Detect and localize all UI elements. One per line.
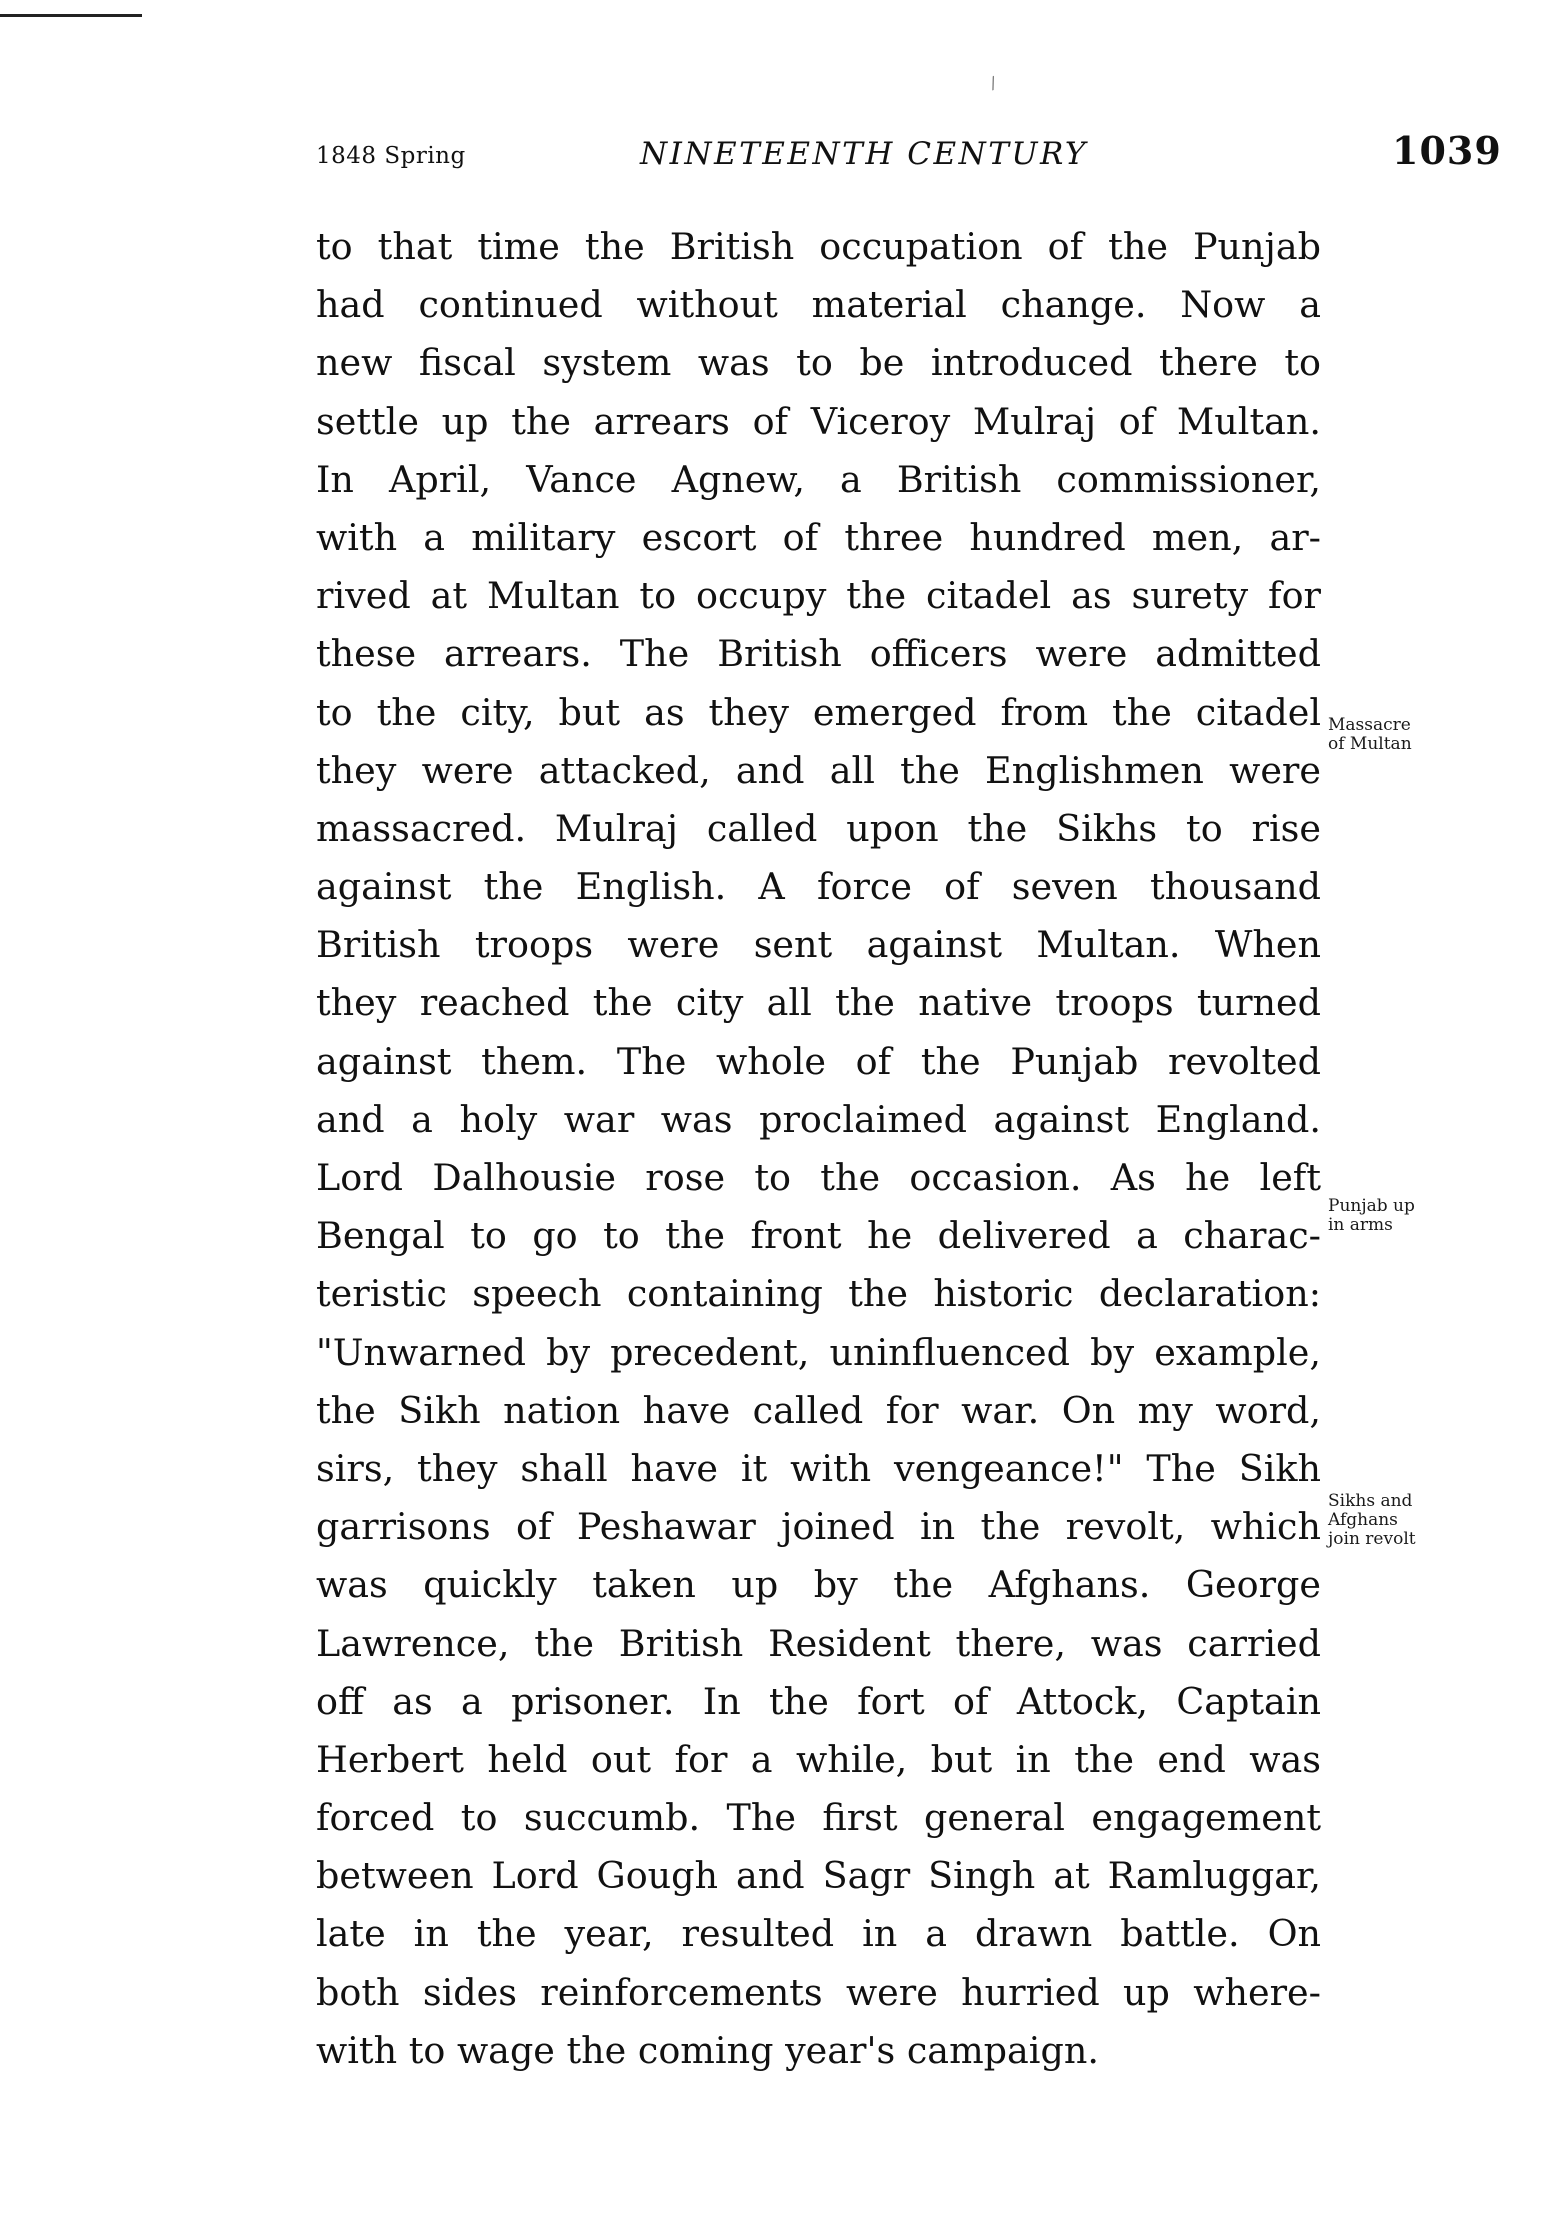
text-line: against them. The whole of the Punjab revolted	[316, 1039, 1321, 1083]
side-note-line: in arms	[1328, 1215, 1393, 1235]
side-note-line: Afghans	[1328, 1510, 1398, 1530]
text-line: teristic speech containing the historic declaration:	[316, 1272, 1321, 1316]
text-line: they were attacked, and all the Englishmen were	[316, 748, 1321, 792]
running-head-title: NINETEENTH CENTURY	[640, 136, 1088, 172]
text-line: garrisons of Peshawar joined in the revolt, which	[316, 1505, 1321, 1549]
text-line: they reached the city all the native troops turned	[316, 981, 1321, 1025]
text-line: these arrears. The British officers were admitted	[316, 632, 1321, 676]
text-line: against the English. A force of seven thousand	[316, 865, 1321, 909]
text-line: In April, Vance Agnew, a British commissioner,	[316, 457, 1321, 501]
text-line: rived at Multan to occupy the citadel as surety for	[316, 574, 1321, 618]
text-line: both sides reinforcements were hurried up where-	[316, 1970, 1321, 2014]
text-line: off as a prisoner. In the fort of Attock, Captain	[316, 1679, 1321, 1723]
side-note-sikhs	[1328, 1492, 1416, 1549]
text-line: massacred. Mulraj called upon the Sikhs to rise	[316, 806, 1321, 850]
side-note-line: Punjab up	[1328, 1196, 1415, 1216]
text-line: Bengal to go to the front he delivered a charac-	[316, 1214, 1321, 1258]
text-line: forced to succumb. The first general engagement	[316, 1796, 1321, 1840]
text-line: the Sikh nation have called for war. On my word,	[316, 1388, 1321, 1432]
text-line: Lord Dalhousie rose to the occasion. As he left	[316, 1156, 1321, 1199]
text-line: new fiscal system was to be introduced there to	[316, 341, 1321, 385]
text-line: between Lord Gough and Sagr Singh at Ramluggar,	[316, 1854, 1321, 1898]
text-line: late in the year, resulted in a drawn battle. On	[316, 1912, 1321, 1956]
text-line: and a holy war was proclaimed against England.	[316, 1097, 1321, 1141]
text-line: sirs, they shall have it with vengeance!" The Sikh	[316, 1446, 1321, 1490]
top-rule	[0, 14, 142, 17]
side-note-punjab	[1328, 1197, 1415, 1235]
text-line: to that time the British occupation of the Punjab	[316, 225, 1321, 268]
text-line: Herbert held out for a while, but in the end was	[316, 1737, 1321, 1781]
stray-mark: ⁄	[987, 74, 1000, 93]
side-note-line: Sikhs and	[1328, 1491, 1413, 1511]
text-line: Lawrence, the British Resident there, was carried	[316, 1621, 1321, 1665]
text-line: had continued without material change. Now a	[316, 283, 1321, 327]
text-line: settle up the arrears of Viceroy Mulraj of Multan.	[316, 399, 1321, 443]
text-line: with to wage the coming year's campaign.	[316, 2028, 1099, 2072]
side-note-line: join revolt	[1328, 1529, 1416, 1549]
side-note-line: of Multan	[1328, 734, 1412, 754]
text-line: with a military escort of three hundred men, ar-	[316, 515, 1321, 559]
side-note-massacre	[1328, 716, 1412, 754]
text-line: "Unwarned by precedent, uninfluenced by example,	[316, 1330, 1321, 1374]
running-head-date: 1848 Spring	[316, 143, 466, 169]
text-line: to the city, but as they emerged from the citadel	[316, 690, 1321, 734]
text-line: British troops were sent against Multan. When	[316, 923, 1321, 967]
text-line: was quickly taken up by the Afghans. George	[316, 1563, 1321, 1607]
body-text	[316, 218, 1321, 2080]
page-number: 1039	[1392, 128, 1502, 173]
side-note-line: Massacre	[1328, 715, 1411, 735]
